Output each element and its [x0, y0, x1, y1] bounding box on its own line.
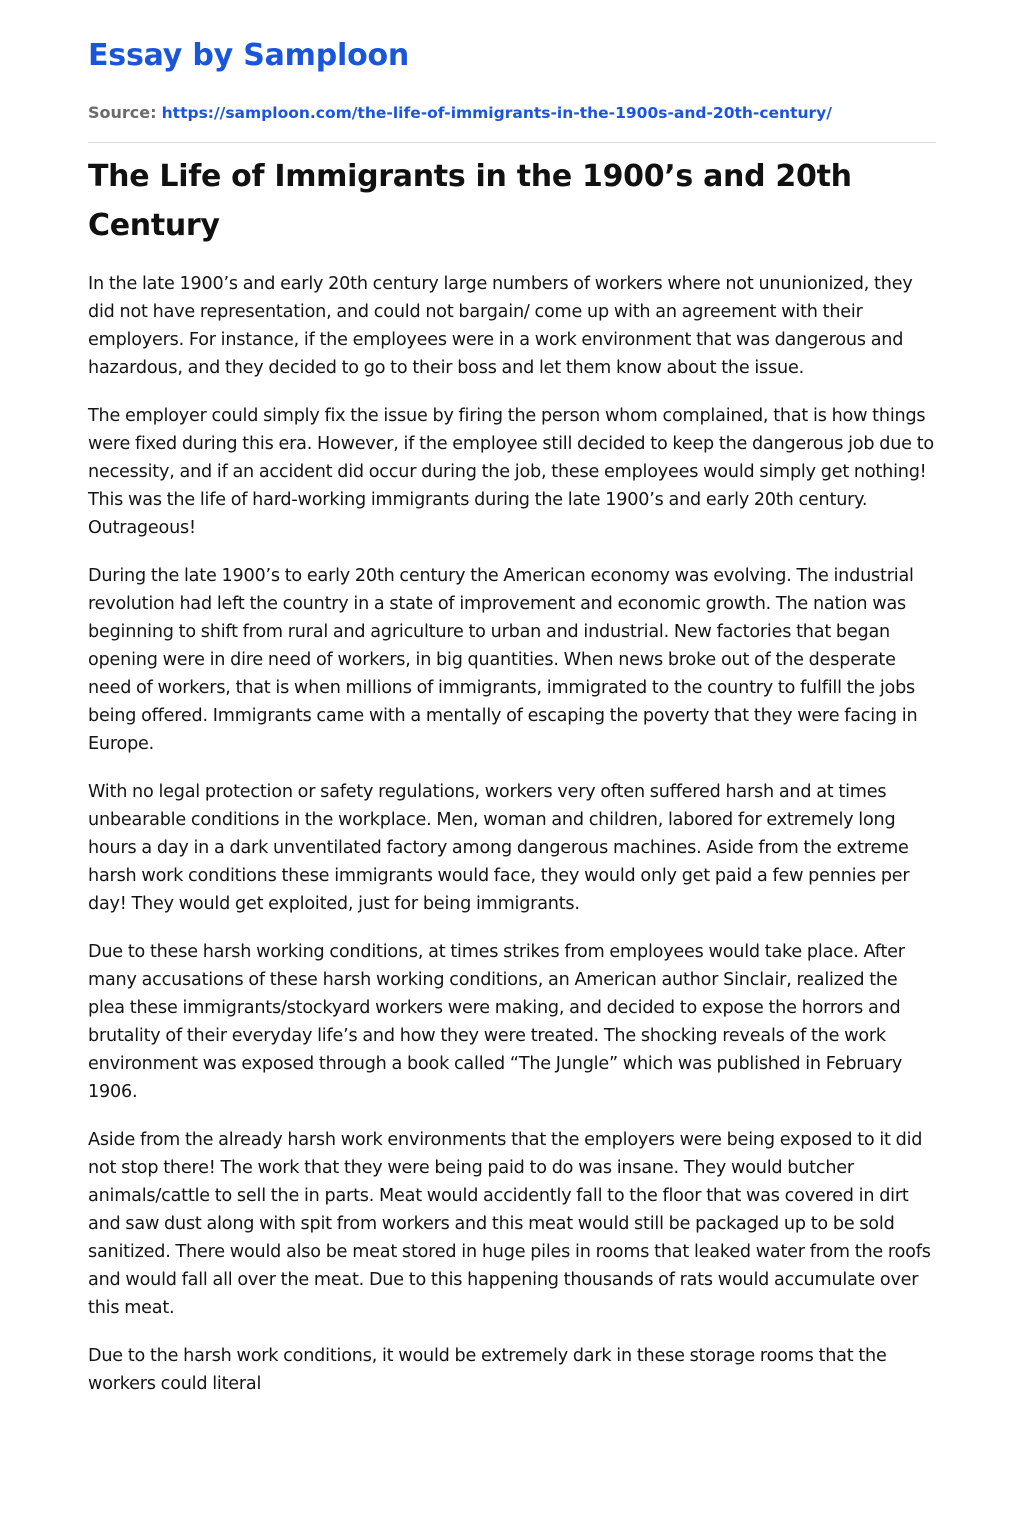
essay-paragraph: The employer could simply fix the issue by firing the person whom complained, that is how things were fixed during this era. However, if the employee still decided to keep the dangerous job due to necessity, and if an accident did occur during the job, these employees would simply get nothing! This was the life of hard-working immigrants during the late 1900’s and early 20th century. Outrageous! — [88, 406, 934, 538]
source-line — [88, 102, 832, 124]
essay-paragraph: Due to the harsh work conditions, it would be extremely dark in these storage rooms that the workers could literal — [88, 1346, 887, 1394]
essay-title: The Life of Immigrants in the 1900’s and 20th Century — [88, 159, 852, 243]
header-divider — [88, 142, 936, 143]
essay-paragraph: In the late 1900’s and early 20th century large numbers of workers where not ununionized, they did not have representation, and could not bargain/ come up with an agreement with their employers. For instance, if the employees were in a work environment that was dangerous and hazardous, and they decided to go to their boss and let them know about the issue. — [88, 274, 913, 378]
source-link[interactable]: https://samploon.com/the-life-of-immigrants-in-the-1900s-and-20th-century/ — [161, 104, 832, 122]
source-label: Source: — [88, 103, 157, 122]
site-title: Essay by Samploon — [88, 38, 410, 73]
essay-body — [88, 270, 938, 1418]
essay-paragraph: During the late 1900’s to early 20th century the American economy was evolving. The industrial revolution had left the country in a state of improvement and economic growth. The nation was beginning to shift from rural and agriculture to urban and industrial. New factories that began opening were in dire need of workers, in big quantities. When news broke out of the desperate need of workers, that is when millions of immigrants, immigrated to the country to fulfill the jobs being offered. Immigrants came with a mentally of escaping the poverty that they were facing in Europe. — [88, 566, 918, 754]
essay-paragraph: Aside from the already harsh work environments that the employers were being exposed to it did not stop there! The work that they were being paid to do was insane. They would butcher animals/cattle to sell the in parts. Meat would accidently fall to the floor that was covered in dirt and saw dust along with spit from workers and this meat would still be packaged up to be sold sanitized. There would also be meat stored in huge piles in rooms that leaked water from the roofs and would fall all over the meat. Due to this happening thousands of rats would accumulate over this meat. — [88, 1130, 931, 1318]
essay-paragraph: With no legal protection or safety regulations, workers very often suffered harsh and at times unbearable conditions in the workplace. Men, woman and children, labored for extremely long hours a day in a dark unventilated factory among dangerous machines. Aside from the extreme harsh work conditions these immigrants would face, they would only get paid a few pennies per day! They would get exploited, just for being immigrants. — [88, 782, 910, 914]
essay-paragraph: Due to these harsh working conditions, at times strikes from employees would take place. After many accusations of these harsh working conditions, an American author Sinclair, realized the plea these immigrants/stockyard workers were making, and decided to expose the horrors and brutality of their everyday life’s and how they were treated. The shocking reveals of the work environment was exposed through a book called “The Jungle” which was published in February 1906. — [88, 942, 905, 1102]
